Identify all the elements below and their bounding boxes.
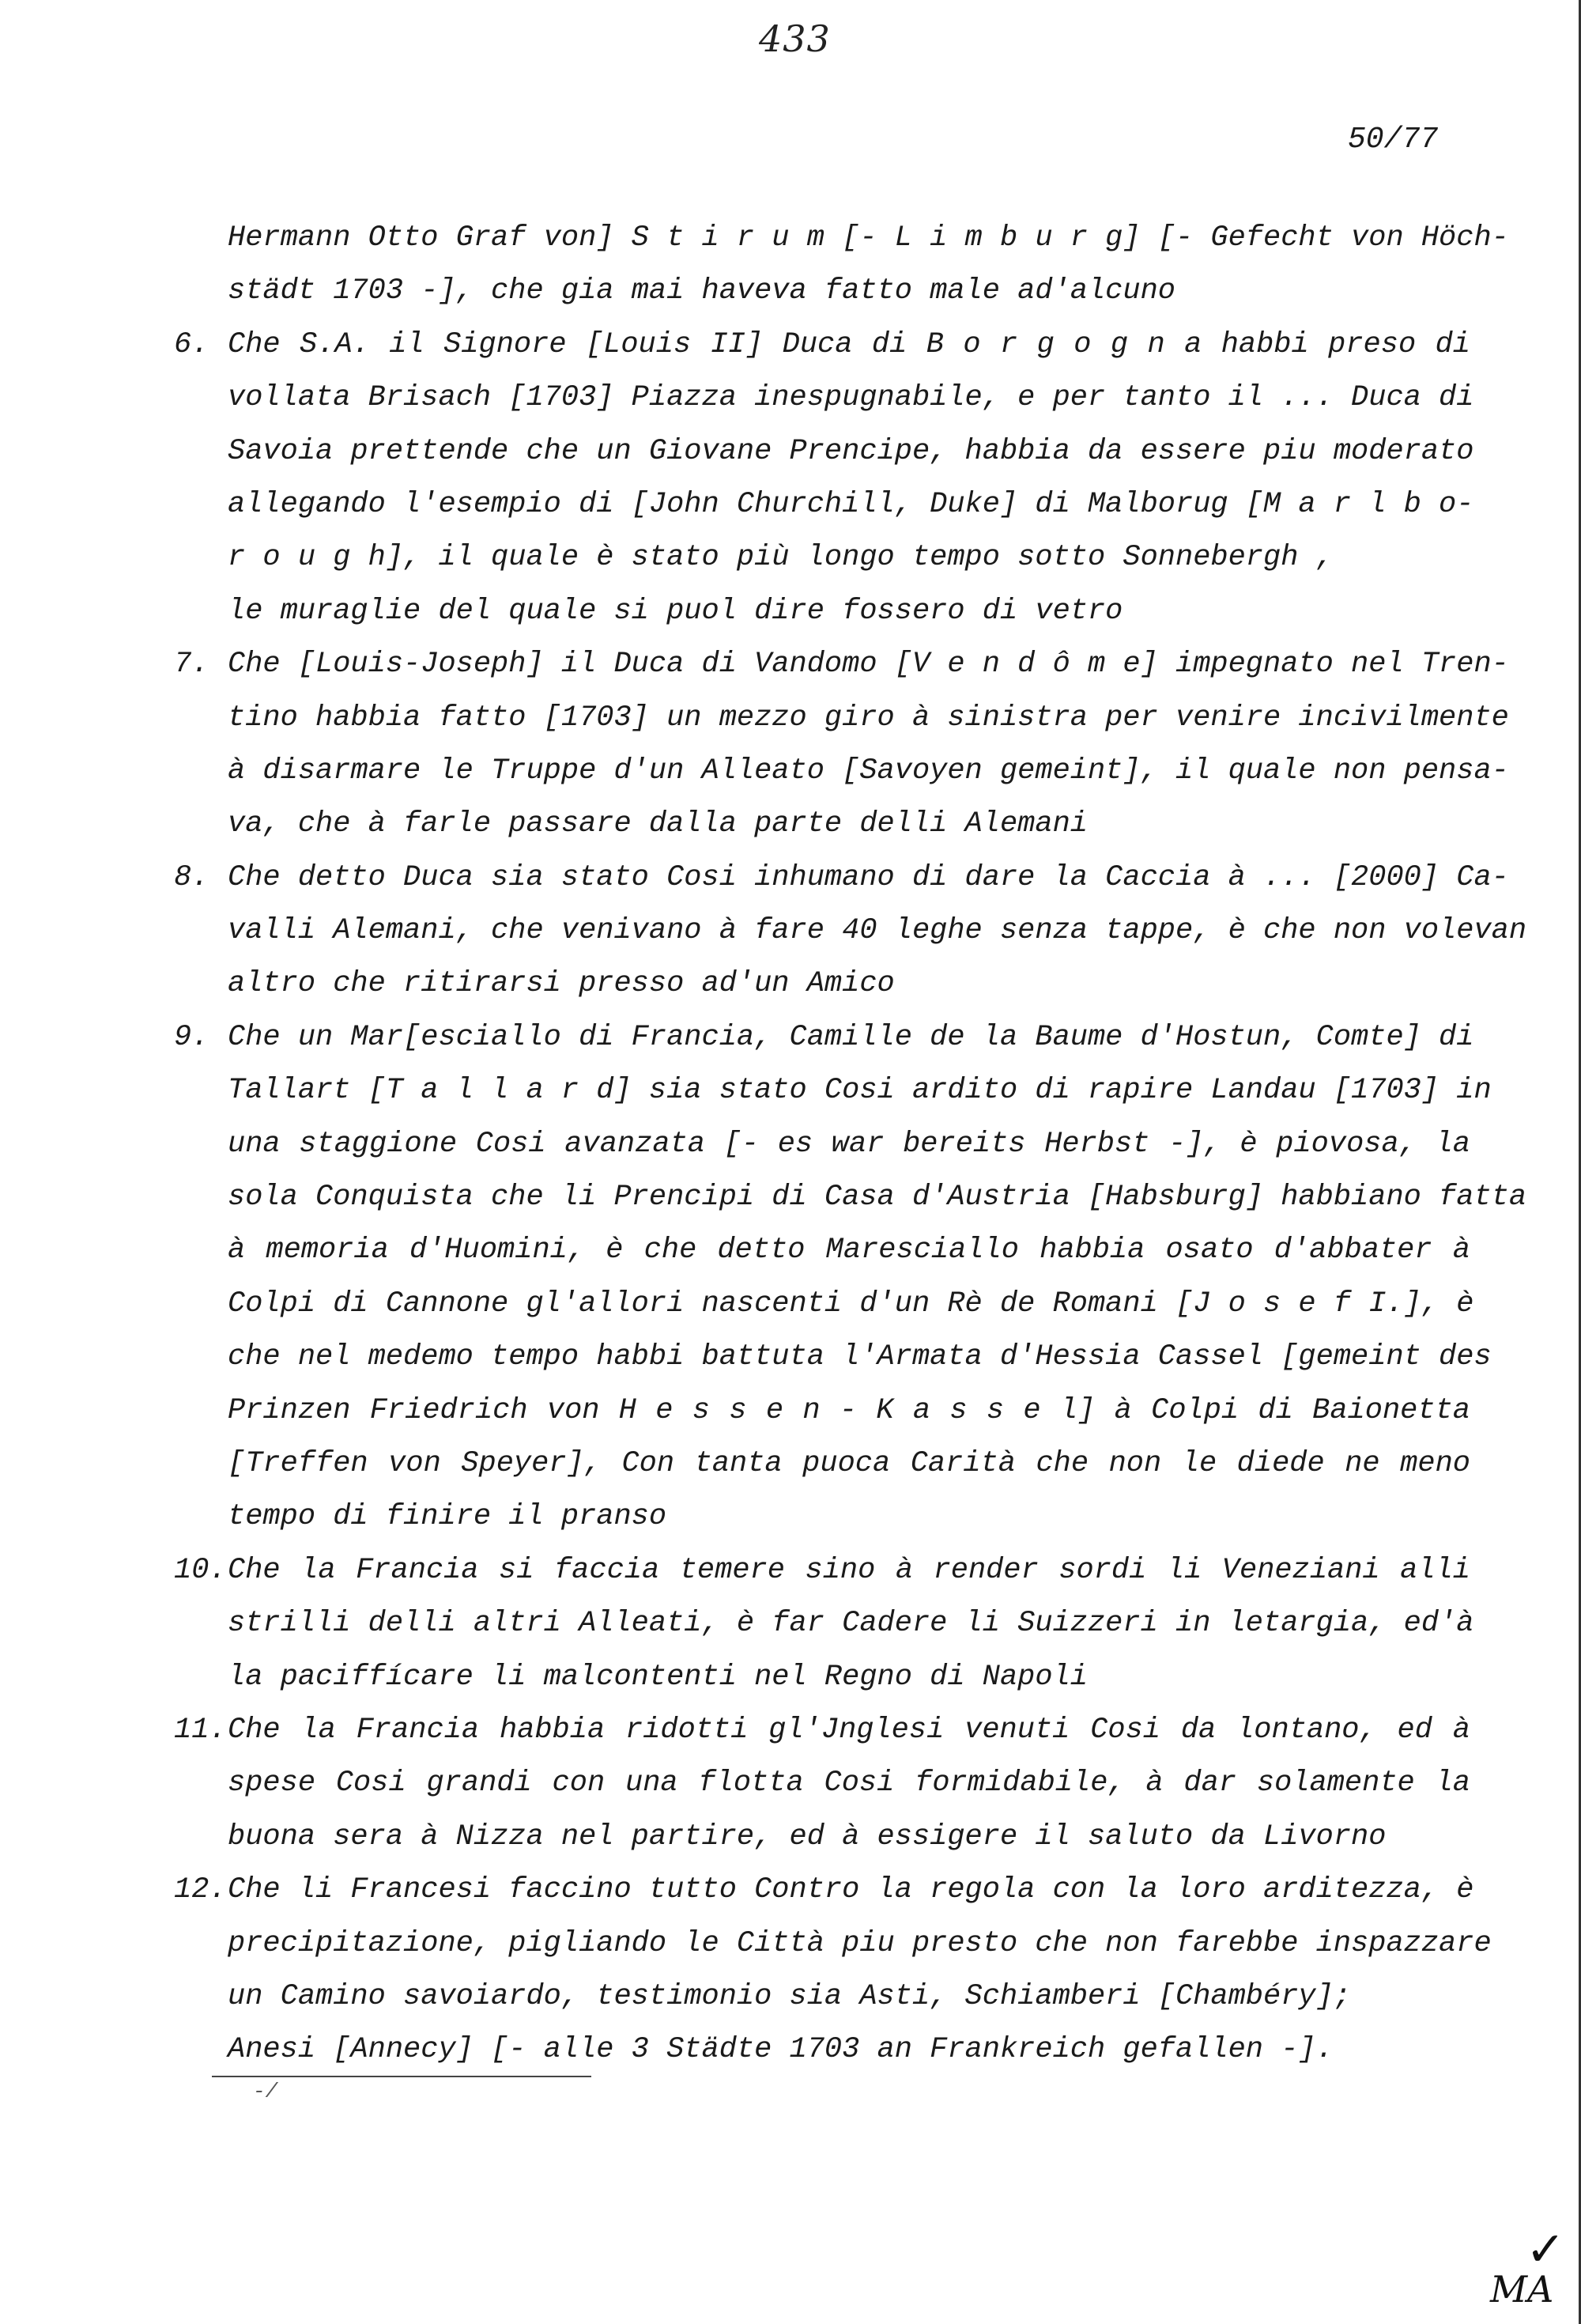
text-line	[174, 2024, 1470, 2076]
line-text: Che la Francia habbia ridotti gl'Jnglesi venuti Cosi da lontano, ed à	[228, 1713, 1470, 1747]
text-line	[174, 265, 1470, 318]
text-line	[174, 1597, 1474, 1650]
text-line	[174, 585, 1470, 638]
line-text: allegando l'esempio di [John Churchill, Duke] di Malborug [M a r l b o-	[228, 487, 1474, 521]
line-text: strilli delli altri Alleati, è far Cadere li Suizzeri in letargia, ed'à	[228, 1607, 1474, 1641]
line-text: le muraglie del quale si puol dire fossero di vetro	[228, 594, 1123, 628]
text-line	[174, 1438, 1470, 1491]
line-text: Che un Mar[esciallo di Francia, Camille de la Baume d'Hostun, Comte] di	[228, 1020, 1474, 1054]
line-text: che nel medemo tempo habbi battuta l'Armata d'Hessia Cassel [gemeint des	[228, 1340, 1492, 1374]
line-text: Che S.A. il Signore [Louis II] Duca di B o r g o g n a habbi preso di	[228, 327, 1470, 361]
handwritten-initials: MA	[1490, 2268, 1554, 2311]
line-text: buona sera à Nizza nel partire, ed à essigere il saluto da Livorno	[228, 1820, 1387, 1854]
item-number: 11.	[174, 1713, 227, 1747]
line-text: tino habbia fatto [1703] un mezzo giro à sinistra per venire incivilmente	[228, 701, 1509, 735]
item-number: 12.	[174, 1873, 227, 1907]
text-line	[174, 1971, 1470, 2024]
text-line	[174, 1385, 1470, 1438]
text-line	[174, 425, 1474, 478]
document-body	[174, 212, 1527, 2077]
line-text: à disarmare le Truppe d'un Alleato [Savoyen gemeint], il quale non pensa-	[228, 754, 1509, 788]
line-text: [Treffen von Speyer], Con tanta puoca Carità che non le diede ne meno	[228, 1446, 1470, 1480]
line-text: Prinzen Friedrich von H e s s e n - K a s s e l] à Colpi di Baionetta	[228, 1393, 1470, 1427]
item-number: 8.	[174, 860, 209, 894]
line-text: Che la Francia si faccia temere sino à render sordi li Veneziani alli	[228, 1553, 1470, 1587]
line-text: un Camino savoiardo, testimonio sia Asti, Schiamberi [Chambéry];	[228, 1979, 1352, 2013]
line-text: Savoia prettende che un Giovane Prencipe, habbia da essere piu moderato	[228, 434, 1474, 468]
line-text: Che [Louis-Joseph] il Duca di Vandomo [V e n d ô m e] impegnato nel Tren-	[228, 648, 1509, 682]
line-text: Colpi di Cannone gl'allori nascenti d'un Rè de Romani [J o s e f I.], è	[228, 1287, 1474, 1321]
text-line	[174, 1064, 1492, 1117]
line-text: Che li Francesi faccino tutto Contro la regola con la loro arditezza, è	[228, 1873, 1474, 1907]
text-line	[174, 1491, 1470, 1544]
line-text: la paciffícare li malcontenti nel Regno di Napoli	[228, 1660, 1088, 1694]
line-text: precipitazione, pigliando le Città piu presto che non farebbe inspazzare	[228, 1926, 1492, 1960]
text-line	[174, 692, 1509, 745]
text-line	[174, 212, 1509, 265]
item-number: 9.	[174, 1020, 209, 1054]
text-line	[174, 958, 1470, 1011]
footnote-mark: -/	[253, 2080, 278, 2103]
text-line	[174, 905, 1527, 958]
text-line	[174, 852, 1509, 905]
text-line	[174, 1224, 1470, 1277]
line-text: sola Conquista che li Prencipi di Casa d'Austria [Habsburg] habbiano fatta	[228, 1181, 1527, 1215]
item-number: 6.	[174, 327, 209, 361]
text-line	[174, 1544, 1470, 1597]
line-text: tempo di finire il pranso	[228, 1500, 667, 1534]
line-text: städt 1703 -], che gia mai haveva fatto male ad'alcuno	[228, 274, 1175, 308]
text-line	[174, 1918, 1492, 1971]
line-text: Anesi [Annecy] [- alle 3 Städte 1703 an Frankreich gefallen -].	[228, 2033, 1334, 2067]
line-text: à memoria d'Huomini, è che detto Maresciallo habbia osato d'abbater à	[228, 1234, 1470, 1268]
text-line	[174, 478, 1474, 531]
line-text: vollata Brisach [1703] Piazza inespugnabile, e per tanto il ... Duca di	[228, 381, 1474, 415]
text-line	[174, 319, 1470, 372]
text-line	[174, 1171, 1527, 1224]
text-line	[174, 1118, 1470, 1171]
line-text: Tallart [T a l l a r d] sia stato Cosi ardito di rapire Landau [1703] in	[228, 1074, 1492, 1108]
check-mark-icon: ✓	[1526, 2222, 1566, 2277]
line-text: r o u g h], il quale è stato più longo tempo sotto Sonnebergh ,	[228, 541, 1334, 575]
footnote-rule	[212, 2076, 591, 2077]
line-text: va, che à farle passare dalla parte delli Alemani	[228, 807, 1088, 841]
line-text: spese Cosi grandi con una flotta Cosi formidabile, à dar solamente la	[228, 1767, 1470, 1801]
line-text: altro che ritirarsi presso ad'un Amico	[228, 967, 895, 1001]
text-line	[174, 1811, 1470, 1864]
text-line	[174, 1757, 1470, 1810]
page-reference: 50/77	[1348, 123, 1439, 157]
text-line	[174, 638, 1509, 691]
text-line	[174, 745, 1509, 798]
item-number: 7.	[174, 648, 209, 682]
line-text: Che detto Duca sia stato Cosi inhumano di dare la Caccia à ... [2000] Ca-	[228, 860, 1509, 894]
line-text: Hermann Otto Graf von] S t i r u m [- L i m b u r g] [- Gefecht von Höch-	[228, 221, 1509, 255]
line-text: una staggione Cosi avanzata [- es war bereits Herbst -], è piovosa, la	[228, 1127, 1470, 1161]
text-line	[174, 1651, 1470, 1704]
text-line	[174, 1331, 1492, 1384]
text-line	[174, 798, 1470, 851]
text-line	[174, 1704, 1470, 1757]
text-line	[174, 1011, 1474, 1064]
item-number: 10.	[174, 1553, 227, 1587]
text-line	[174, 1864, 1474, 1917]
text-line	[174, 372, 1474, 425]
handwritten-folio-number: 433	[759, 17, 831, 60]
text-line	[174, 531, 1470, 584]
line-text: valli Alemani, che venivano à fare 40 leghe senza tappe, è che non volevan	[228, 914, 1527, 948]
text-line	[174, 1278, 1474, 1331]
